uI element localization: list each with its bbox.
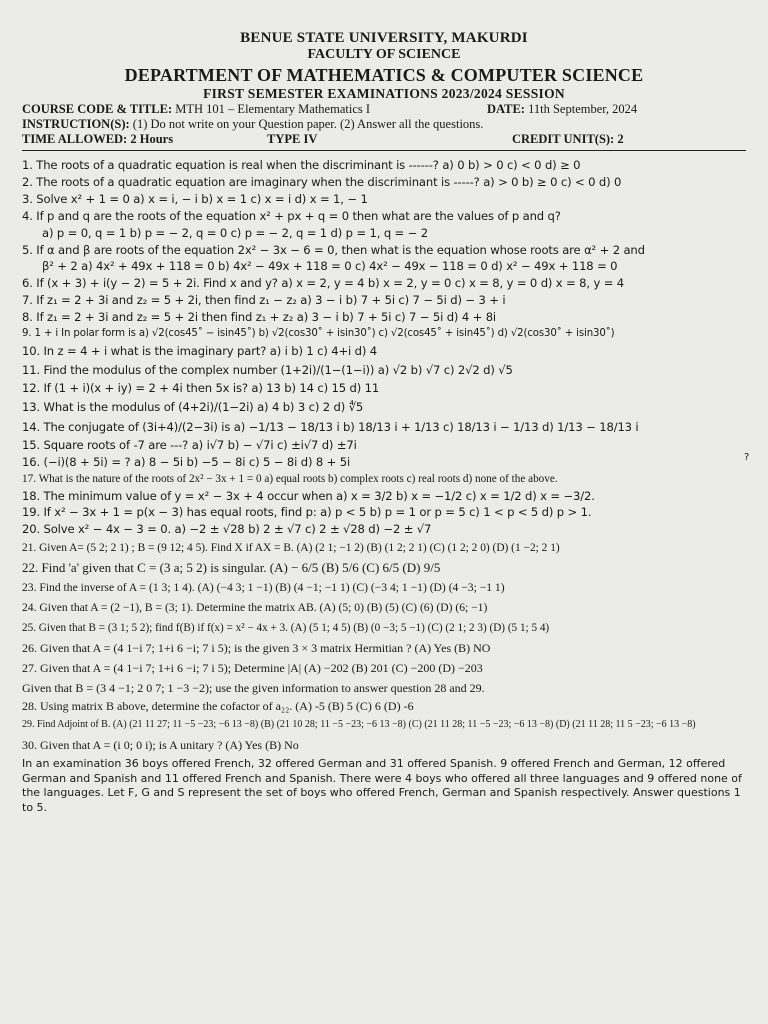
credit-label: CREDIT UNIT(S): (512, 132, 615, 146)
question-19: 19. If x² − 3x + 1 = p(x − 3) has equal roots, find p: a) p < 5 b) p = 1 or p = 5 c) 1 < p < 5 d) p > 1. (22, 505, 592, 520)
question-3: 3. Solve x² + 1 = 0 a) x = i, − i b) x = 1 c) x = i d) x = 1, − 1 (22, 191, 368, 206)
question-2: 2. The roots of a quadratic equation are imaginary when the discriminant is -----? a) > 0 b) ≥ 0 c) < 0 d) 0 (22, 174, 622, 189)
question-16: 16. (−i)(8 + 5i) = ? a) 8 − 5i b) −5 − 8i c) 5 − 8i d) 8 + 5i (22, 454, 351, 469)
course-value: MTH 101 – Elementary Mathematics I (175, 102, 371, 116)
exam-type: TYPE IV (267, 132, 318, 146)
question-11: 11. Find the modulus of the complex number (1+2i)/(1−(1−i)) a) √2 b) √7 c) 2√2 d) √5 (22, 362, 513, 377)
header-rule (22, 150, 746, 151)
course-label: COURSE CODE & TITLE: (22, 102, 173, 116)
question-13: 13. What is the modulus of (4+2i)/(1−2i) a) 4 b) 3 c) 2 d) ∜5 (22, 399, 364, 414)
department-name: DEPARTMENT OF MATHEMATICS & COMPUTER SCIENCE (124, 65, 644, 85)
exam-session: FIRST SEMESTER EXAMINATIONS 2023/2024 SESSION (203, 86, 565, 101)
course-line (22, 102, 746, 117)
question-list (22, 157, 746, 755)
question-6: 6. If (x + 3) + i(y − 2) = 5 + 2i. Find x and y? a) x = 2, y = 4 b) x = 2, y = 0 c) x = 8, y = 0 d) x = 8, y = 4 (22, 276, 625, 291)
question-30: 30. Given that A = (i 0; 0 i); is A unitary ? (A) Yes (B) No (22, 738, 299, 753)
question-9: 9. 1 + i In polar form is a) √2(cos45˚ − isin45˚) b) √2(cos30˚ + isin30˚) c) √2(cos45˚ + isin45˚) d) √2(cos30˚ + isin30˚) (22, 328, 615, 340)
matrix-b-given: Given that B = (3 4 −1; 2 0 7; 1 −3 −2); use the given information to answer question 28 and 29. (22, 681, 485, 696)
question-1: 1. The roots of a quadratic equation is real when the discriminant is ------? a) 0 b) > 0 c) < 0 d) ≥ 0 (22, 158, 581, 172)
question-17: 17. What is the nature of the roots of 2x² − 3x + 1 = 0 a) equal roots b) complex roots c) real roots d) none of the above. (22, 472, 558, 485)
university-name: BENUE STATE UNIVERSITY, MAKURDI (240, 30, 528, 46)
question-26: 26. Given that A = (4 1−i 7; 1+i 6 −i; 7 i 5); is the given 3 × 3 matrix Hermitian ? (A) Yes (B) NO (22, 641, 491, 656)
question-21: 21. Given A= (5 2; 2 1) ; B = (9 12; 4 5). Find X if AX = B. (A) (2 1; −1 2) (B) (1 2; 2 1) (C) (1 2; 2 0) (D) (1 −2; 2 1) (22, 542, 560, 555)
time-value: 2 Hours (130, 132, 174, 146)
question-8: 8. If z₁ = 2 + 3i and z₂ = 5 + 2i then find z₁ + z₂ a) 3 − i b) 7 + 5i c) 7 − 5i d) 4 + 8i (22, 310, 496, 325)
date-label: DATE: (487, 102, 525, 116)
question-20: 20. Solve x² − 4x − 3 = 0. a) −2 ± √28 b) 2 ± √7 c) 2 ± √28 d) −2 ± √7 (22, 522, 432, 537)
languages-passage: In an examination 36 boys offered French, 32 offered German and 31 offered Spanish. 9 offered French and German, 12 offered German and Spanish and 11 offered French and Spanish. There were 4 boys who offered all three languages and 9 offered none of the languages. Let F, G and S represent the set of boys who offered French, German and Spanish respectively. Answer questions 1 to 5. (22, 757, 742, 814)
question-5: 5. If α and β are roots of the equation 2x² − 3x − 6 = 0, then what is the equation whose roots are α² + 2 and (22, 242, 645, 257)
question-12: 12. If (1 + i)(x + iy) = 2 + 4i then 5x is? a) 13 b) 14 c) 15 d) 11 (22, 380, 380, 395)
date-value: 11th September, 2024 (528, 102, 638, 116)
instruction-label: INSTRUCTION(S): (22, 117, 130, 131)
question-29: 29. Find Adjoint of B. (A) (21 11 27; 11 −5 −23; −6 13 −8) (B) (21 10 28; 11 −5 −23; −6 13 −8) (C) (21 11 28; 11 −5 −23; −6 13 −8) (D) (21 11 28; 11 5 −23; −6 13 −8) (22, 719, 696, 731)
time-line (22, 132, 746, 147)
question-5-options: β² + 2 a) 4x² + 49x + 118 = 0 b) 4x² − 49x + 118 = 0 c) 4x² − 49x − 118 = 0 d) x² − 49x + 118 = 0 (42, 259, 618, 274)
question-25: 25. Given that B = (3 1; 5 2); find f(B) if f(x) = x² − 4x + 3. (A) (5 1; 4 5) (B) (0 −3; 5 −1) (C) (2 1; 2 3) (D) (5 1; 5 4) (22, 622, 550, 635)
instruction-line (22, 117, 746, 132)
faculty-name: FACULTY OF SCIENCE (307, 47, 461, 62)
question-10: 10. In z = 4 + i what is the imaginary part? a) i b) 1 c) 4+i d) 4 (22, 343, 377, 358)
question-4-options: a) p = 0, q = 1 b) p = − 2, q = 0 c) p = − 2, q = 1 d) p = 1, q = − 2 (42, 225, 428, 240)
question-28: 28. Using matrix B above, determine the cofactor of a₂₂. (A) -5 (B) 5 (C) 6 (D) -6 (22, 699, 414, 714)
question-14: 14. The conjugate of (3i+4)/(2−3i) is a) −1/13 − 18/13 i b) 18/13 i + 1/13 c) 18/13 i − 1/13 d) 1/13 − 18/13 i (22, 419, 639, 434)
question-22: 22. Find 'a' given that C = (3 a; 5 2) is singular. (A) − 6/5 (B) 5/6 (C) 6/5 (D) 9/5 (22, 560, 441, 576)
margin-mark: ? (744, 452, 750, 463)
question-27: 27. Given that A = (4 1−i 7; 1+i 6 −i; 7 i 5); Determine |A| (A) −202 (B) 201 (C) −200 (D) −203 (22, 661, 483, 676)
credit-value: 2 (617, 132, 624, 146)
question-4: 4. If p and q are the roots of the equation x² + px + q = 0 then what are the values of p and q? (22, 208, 561, 223)
exam-header (22, 30, 746, 102)
question-15: 15. Square roots of -7 are ---? a) i√7 b) − √7i c) ±i√7 d) ±7i (22, 437, 357, 452)
time-label: TIME ALLOWED: (22, 132, 128, 146)
question-18: 18. The minimum value of y = x² − 3x + 4 occur when a) x = 3/2 b) x = −1/2 c) x = 1/2 d) x = −3/2. (22, 488, 595, 503)
question-24: 24. Given that A = (2 −1), B = (3; 1). Determine the matrix AB. (A) (5; 0) (B) (5) (C) (6) (D) (6; −1) (22, 601, 488, 615)
instruction-value: (1) Do not write on your Question paper. (2) Answer all the questions. (132, 117, 484, 131)
question-23: 23. Find the inverse of A = (1 3; 1 4). (A) (−4 3; 1 −1) (B) (4 −1; −1 1) (C) (−3 4; 1 −1) (D) (4 −3; −1 1) (22, 581, 505, 595)
question-7: 7. If z₁ = 2 + 3i and z₂ = 5 + 2i, then find z₁ − z₂ a) 3 − i b) 7 + 5i c) 7 − 5i d) − 3 + i (22, 293, 506, 308)
